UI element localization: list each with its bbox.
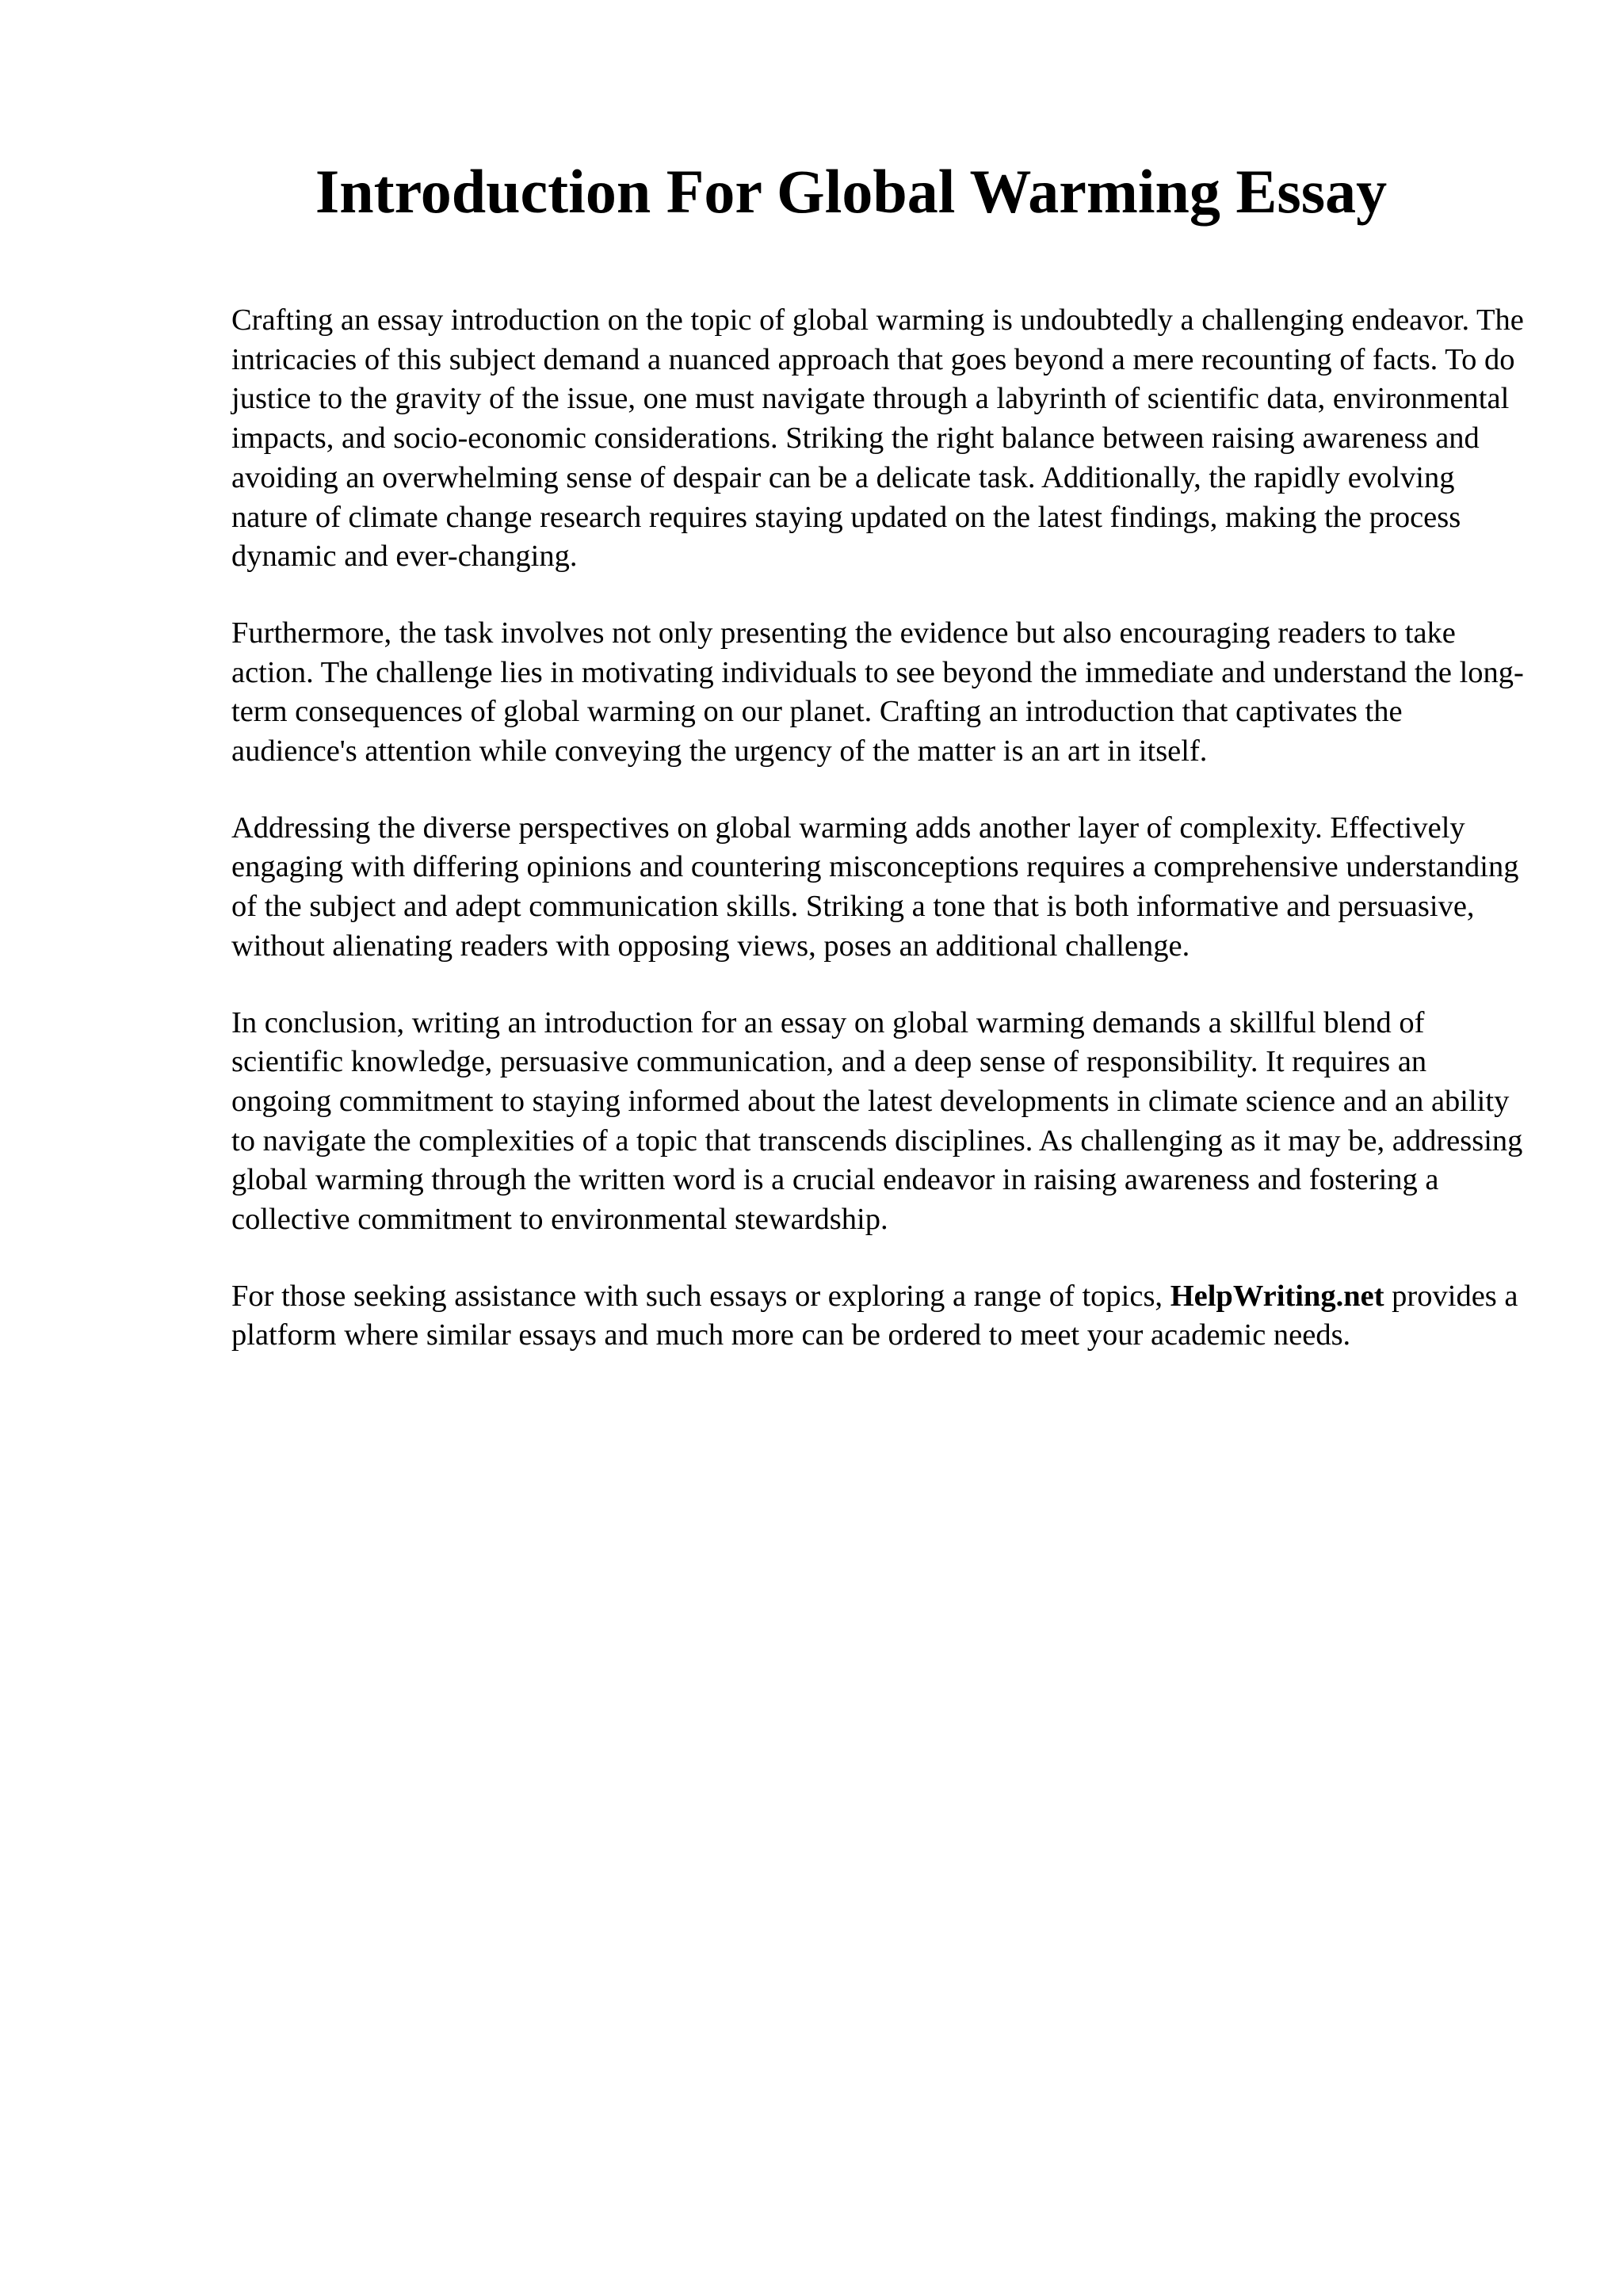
paragraph-4: In conclusion, writing an introduction for an essay on global warming demands a skillful blend of scientific knowledge, persuasive communication, and a deep sense of responsibility. It requires an ongoing commitment to staying informed about the latest developments in climate science and an ability to navigate the complexities of a topic that transcends disciplines. As challenging as it may be, addressing global warming through the written word is a crucial endeavor in raising awareness and fostering a collective commitment to environmental stewardship. (231, 1005, 1523, 1237)
paragraph-1: Crafting an essay introduction on the topic of global warming is undoubtedly a challenging endeavor. The intricacies of this subject demand a nuanced approach that goes beyond a mere recounting of facts. To do justice to the gravity of the issue, one must navigate through a labyrinth of scientific data, environmental impacts, and socio-economic considerations. Striking the right balance between raising awareness and avoiding an overwhelming sense of despair can be a delicate task. Additionally, the rapidly evolving nature of climate change research requires staying updated on the latest findings, making the process dynamic and ever-changing. (231, 303, 1524, 574)
helpwriting-link[interactable]: HelpWriting.net (1170, 1279, 1384, 1313)
closing-text-after: provides a platform where similar essays and much more can be ordered to meet your academic needs. (231, 1279, 1518, 1352)
page-title: Introduction For Global Warming Essay (315, 157, 1388, 226)
closing-text-before: For those seeking assistance with such essays or exploring a range of topics, (231, 1279, 1170, 1313)
essay-body (231, 301, 1531, 1393)
paragraph-3: Addressing the diverse perspectives on global warming adds another layer of complexity. Effectively engaging with differing opinions and countering misconceptions requires a comprehensive understanding of the subject and adept communication skills. Striking a tone that is both informative and persuasive, without alienating readers with opposing views, poses an additional challenge. (231, 810, 1519, 963)
paragraph-2: Furthermore, the task involves not only presenting the evidence but also encouraging readers to take action. The challenge lies in motivating individuals to see beyond the immediate and understand the long-term consequences of global warming on our planet. Crafting an introduction that captivates the audience's attention while conveying the urgency of the matter is an art in itself. (231, 616, 1524, 769)
closing-paragraph (231, 1277, 1531, 1356)
